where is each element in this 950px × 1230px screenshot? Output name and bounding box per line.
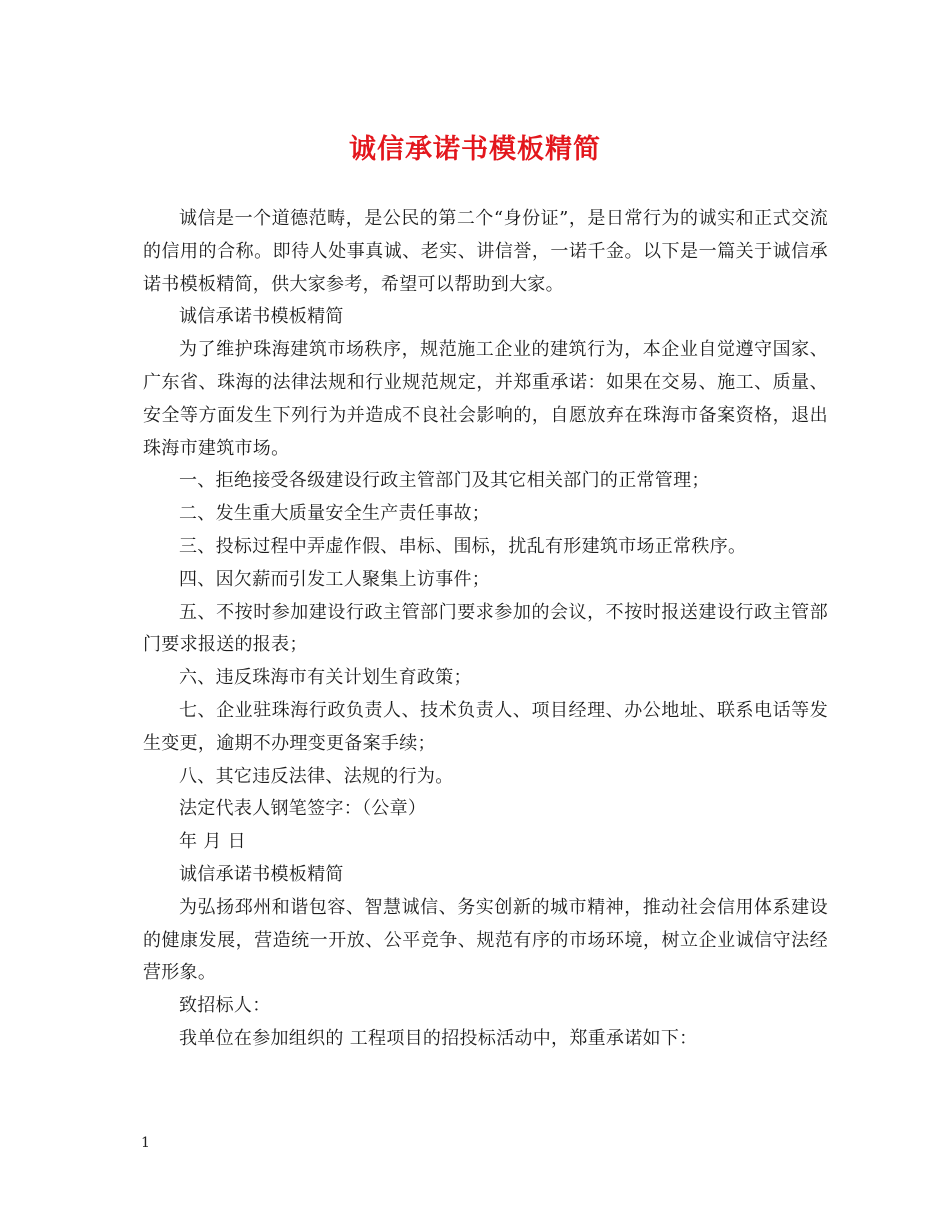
list-item: 七、企业驻珠海行政负责人、技术负责人、项目经理、办公地址、联系电话等发生变更，逾期不办理变更备案手续； xyxy=(143,699,828,754)
purpose-paragraph: 为弘扬邳州和谐包容、智慧诚信、务实创新的城市精神，推动社会信用体系建设的健康发展，营造统一开放、公平竞争、规范有序的市场环境，树立企业诚信守法经营形象。 xyxy=(143,896,828,984)
list-item: 四、因欠薪而引发工人聚集上访事件； xyxy=(179,568,491,590)
page-number: 1 xyxy=(141,1135,150,1151)
section-heading: 诚信承诺书模板精简 xyxy=(179,306,344,328)
intro-paragraph: 诚信是一个道德范畴，是公民的第二个“身份证”，是日常行为的诚实和正式交流的信用的合称。即待人处事真诚、老实、讲信誉，一诺千金。以下是一篇关于诚信承诺书模板精简，供大家参考，希望可以帮助到大家。 xyxy=(143,208,828,295)
list-item: 三、投标过程中弄虚作假、串标、围标，扰乱有形建筑市场正常秩序。 xyxy=(179,535,747,557)
pledge-paragraph: 我单位在参加组织的 工程项目的招投标活动中，郑重承诺如下： xyxy=(179,1027,698,1049)
list-item: 八、其它违反法律、法规的行为。 xyxy=(179,765,454,787)
list-item: 五、不按时参加建设行政主管部门要求参加的会议，不按时报送建设行政主管部门要求报送的报表； xyxy=(143,601,828,656)
section-heading: 诚信承诺书模板精简 xyxy=(179,863,344,885)
list-item: 六、违反珠海市有关计划生育政策； xyxy=(179,667,472,689)
list-item: 二、发生重大质量安全生产责任事故； xyxy=(179,503,491,525)
date-line: 年 月 日 xyxy=(179,831,246,853)
signature-line: 法定代表人钢笔签字：（公章） xyxy=(179,798,427,820)
salutation: 致招标人： xyxy=(179,995,271,1017)
document-title: 诚信承诺书模板精简 xyxy=(349,134,601,165)
list-item: 一、拒绝接受各级建设行政主管部门及其它相关部门的正常管理； xyxy=(179,470,710,492)
document-body xyxy=(143,203,828,1056)
commitment-paragraph: 为了维护珠海建筑市场秩序，规范施工企业的建筑行为，本企业自觉遵守国家、广东省、珠海的法律法规和行业规范规定，并郑重承诺：如果在交易、施工、质量、安全等方面发生下列行为并造成不良社会影响的，自愿放弃在珠海市备案资格，退出珠海市建筑市场。 xyxy=(143,339,828,459)
